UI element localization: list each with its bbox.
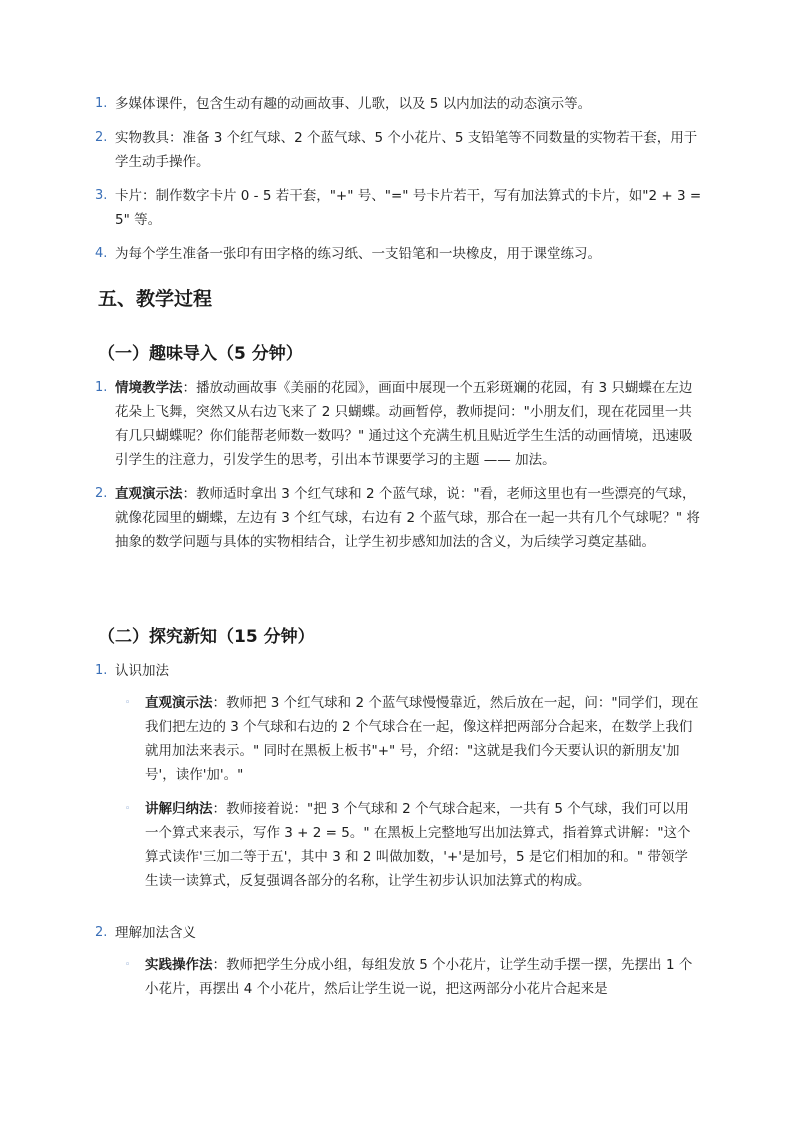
sublist-item	[125, 691, 700, 787]
list-text: 认识加法	[115, 663, 169, 679]
explore-list-2	[95, 921, 705, 945]
list-number: 4.	[95, 246, 108, 261]
list-number: 2.	[95, 486, 108, 501]
list-item	[95, 921, 705, 945]
sublist-item	[125, 797, 700, 893]
list-text: 为每个学生准备一张印有田字格的练习纸、一支铅笔和一块橡皮，用于课堂练习。	[115, 246, 601, 262]
subsection-heading: （二）探究新知（15 分钟）	[98, 627, 315, 647]
bullet-icon: ◦	[125, 698, 131, 708]
method-label: 情境教学法	[115, 380, 183, 396]
explore-sublist-1	[125, 691, 700, 893]
method-text: ：教师接着说："把 3 个气球和 2 个气球合起来，一共有 5 个气球，我们可以用一个算式来表示，写作 3 + 2 = 5。" 在黑板上完整地写出加法算式，指着算式讲解："这个算式读作'三加二等于五'，其中 3 和 2 叫做加数，'+'是加号，5 是它们相加的和。" 带领学生读一读算式，反复强调各部分的名称，让学生初步认识加法算式的构成。	[145, 801, 691, 889]
method-text: ：教师把 3 个红气球和 2 个蓝气球慢慢靠近，然后放在一起，问："同学们，现在我们把左边的 3 个气球和右边的 2 个气球合在一起，像这样把两部分合起来，在数学上我们就用加法来表示。" 同时在黑板上板书"+" 号，介绍："这就是我们今天要认识的新朋友'加号'，读作'加'。"	[145, 695, 699, 783]
list-item	[95, 126, 705, 174]
bullet-icon: ◦	[125, 804, 131, 814]
list-text: 多媒体课件，包含生动有趣的动画故事、儿歌，以及 5 以内加法的动态演示等。	[115, 96, 592, 112]
list-number: 1.	[95, 96, 108, 111]
list-text: 理解加法含义	[115, 925, 196, 941]
list-text: 卡片：制作数字卡片 0 - 5 若干套，"+" 号、"=" 号卡片若干，写有加法算式的卡片，如"2 + 3 = 5" 等。	[115, 188, 702, 228]
sublist-text	[125, 797, 700, 893]
list-text	[95, 376, 705, 472]
list-item	[95, 184, 705, 232]
method-label: 实践操作法	[145, 957, 213, 973]
list-number: 3.	[95, 188, 108, 203]
list-text: 实物教具：准备 3 个红气球、2 个蓝气球、5 个小花片、5 支铅笔等不同数量的实物若干套，用于学生动手操作。	[115, 130, 698, 170]
method-text: ：教师适时拿出 3 个红气球和 2 个蓝气球，说："看，老师这里也有一些漂亮的气球，就像花园里的蝴蝶，左边有 3 个红气球，右边有 2 个蓝气球，那合在一起一共有几个气球呢？" 将抽象的数学问题与具体的实物相结合，让学生初步感知加法的含义，为后续学习奠定基础。	[115, 486, 700, 550]
list-number: 1.	[95, 380, 108, 395]
section-heading: 五、教学过程	[98, 288, 213, 310]
sublist-text	[125, 953, 700, 1001]
list-item	[95, 242, 705, 266]
explore-list-1	[95, 659, 705, 683]
list-number: 2.	[95, 925, 108, 940]
list-number: 2.	[95, 130, 108, 145]
subsection-heading: （一）趣味导入（5 分钟）	[98, 344, 303, 364]
sublist-text	[125, 691, 700, 787]
list-text	[95, 482, 705, 554]
list-number: 1.	[95, 663, 108, 678]
method-label: 直观演示法	[145, 695, 213, 711]
bullet-icon: ◦	[125, 960, 131, 970]
explore-sublist-2	[125, 953, 700, 1001]
method-label: 讲解归纳法	[145, 801, 213, 817]
method-label: 直观演示法	[115, 486, 183, 502]
list-item	[95, 482, 705, 554]
list-item	[95, 376, 705, 472]
sublist-item	[125, 953, 700, 1001]
list-item	[95, 92, 705, 116]
method-text: ：播放动画故事《美丽的花园》，画面中展现一个五彩斑斓的花园，有 3 只蝴蝶在左边花朵上飞舞，突然又从右边飞来了 2 只蝴蝶。动画暂停，教师提问："小朋友们，现在花园里一共有几只蝴蝶呢？你们能帮老师数一数吗？" 通过这个充满生机且贴近学生生活的动画情境，迅速吸引学生的注意力，引发学生的思考，引出本节课要学习的主题 —— 加法。	[115, 380, 693, 468]
intro-list	[95, 376, 705, 554]
materials-list	[95, 92, 705, 266]
list-item	[95, 659, 705, 683]
method-text: ：教师把学生分成小组，每组发放 5 个小花片，让学生动手摆一摆，先摆出 1 个小花片，再摆出 4 个小花片，然后让学生说一说，把这两部分小花片合起来是	[145, 957, 693, 997]
